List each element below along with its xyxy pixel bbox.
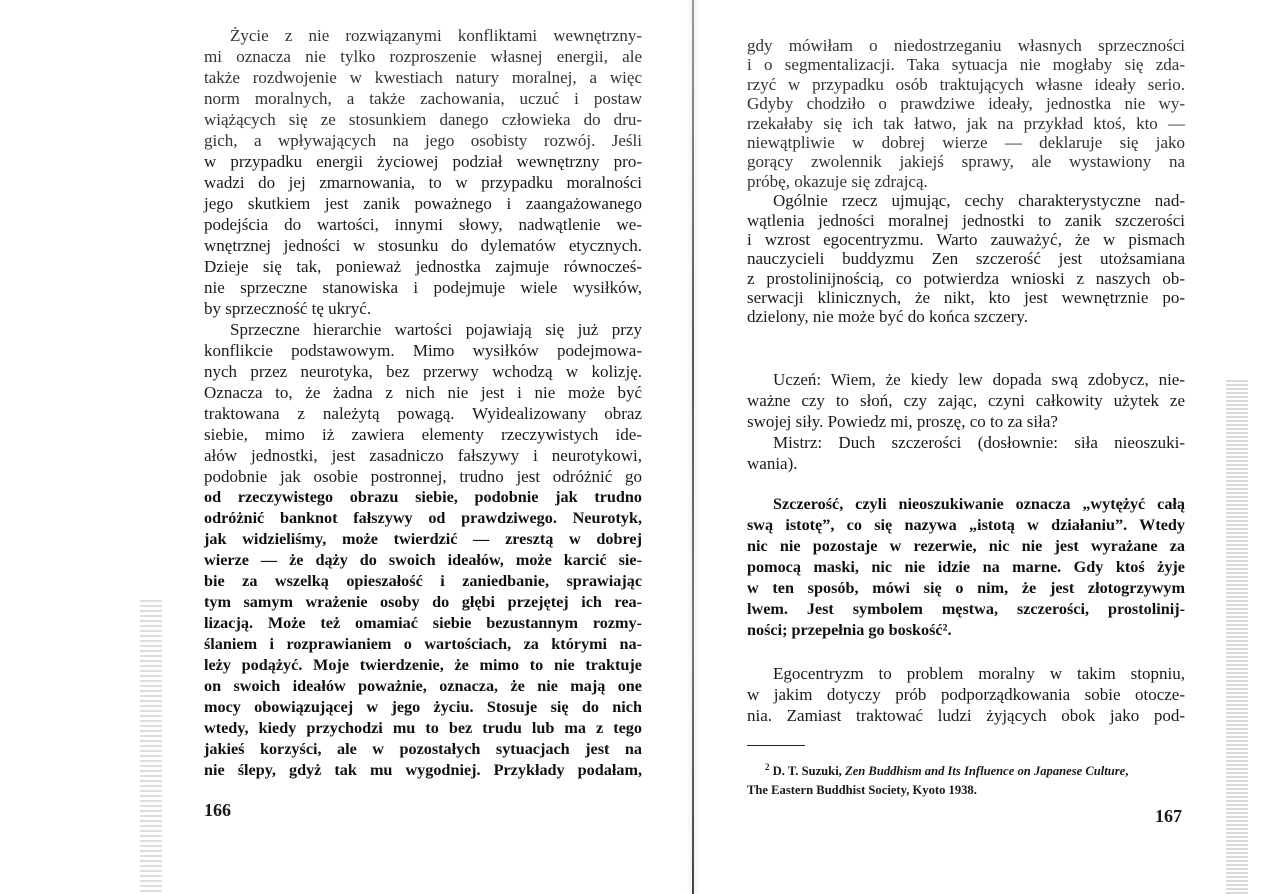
text-line: Uczeń: Wiem, że kiedy lew dopada swą zdobycz, nie-	[773, 370, 1185, 389]
text-line: gorący zwolennik jakiejś sprawy, ale wystawiony na	[747, 152, 1185, 172]
text-line: lizacją. Może też omamiać siebie bezustannym rozmy-	[204, 614, 642, 632]
footnote-marker: 2	[765, 762, 770, 772]
text-line: jego skutkiem jest zanik poważnego i zaangażowanego	[204, 194, 642, 213]
text-line: norm moralnych, a także zachowania, uczuć i postaw	[204, 89, 642, 108]
text-line: także rozdwojenie w kwestiach natury moralnej, a więc	[204, 68, 642, 87]
footnote-line-1	[747, 758, 1187, 781]
text-line: ślaniem i rozprawianiem o wartościach, za którymi na-	[204, 635, 642, 653]
text-line: leży podążyć. Moje twierdzenie, że mimo to nie traktuje	[204, 656, 642, 674]
footnote-comma: ,	[1125, 764, 1129, 779]
text-line: serwacji klinicznych, że nikt, kto jest wewnętrznie po-	[747, 288, 1185, 308]
text-line: Mistrz: Duch szczerości (dosłownie: siła nieoszuki-	[773, 433, 1185, 452]
text-line: niewątpliwie w dobrej wierze — deklaruje się jako	[747, 132, 1185, 152]
text-line: mocy obowiązującej w jego życiu. Stosuje się do nich	[204, 698, 642, 716]
right-page-dialogue	[747, 369, 1185, 474]
text-line: Dzieje się tak, ponieważ jednostka zajmuje równocześ-	[204, 257, 642, 276]
text-line: jak widzieliśmy, może twierdzić — zresztą w dobrej	[204, 530, 642, 548]
text-line: Sprzeczne hierarchie wartości pojawiają się już przy	[230, 320, 642, 339]
text-line: mi oznacza nie tylko rozproszenie własnej energii, ale	[204, 47, 642, 66]
text-line: nie ślepy, gdyż tak mu wygodniej. Przykłady podałam,	[204, 761, 642, 779]
text-line: pomocą maski, nic nie idzie na marne. Gdy ktoś żyje	[747, 558, 1185, 576]
right-page-paragraph-1	[747, 36, 1185, 327]
left-page-paragraph-1	[204, 25, 642, 319]
text-line: gich, a wpływających na jego osobisty rozwój. Jeśli	[204, 131, 642, 150]
text-line: rzyć w przypadku osób traktujących własne ideały serio.	[747, 74, 1185, 94]
text-line: i o segmentalizacji. Taka sytuacja nie mogłaby się zda-	[747, 55, 1185, 75]
text-line: traktowana z należytą powagą. Wyidealizowany obraz	[204, 404, 642, 423]
text-line: nych przez neurotyka, bez przerwy wchodzą w kolizję.	[204, 362, 642, 381]
text-line: wierze — że dąży do swoich ideałów, może karcić sie-	[204, 551, 642, 569]
text-line: konflikcie podstawowym. Mimo wysiłków podejmowa-	[204, 341, 642, 360]
text-line: Ogólnie rzecz ujmując, cechy charakterystyczne nad-	[773, 191, 1185, 211]
footnote-publisher: The Eastern Buddhist Society, Kyoto 1938.	[747, 783, 977, 798]
text-line: nia. Zamiast traktować ludzi żyjących obok jako pod-	[747, 706, 1185, 725]
text-line: tym samym wrażenie osoby do głębi przejętej ich rea-	[204, 593, 642, 611]
text-line: jakieś korzyści, ale w pozostałych sytuacjach jest na	[204, 740, 642, 758]
text-line: nie sprzeczne stanowiska i podejmuje wiele wysiłków,	[204, 278, 642, 297]
text-line: z prostolinijnością, co potwierdza wnioski z naszych ob-	[747, 268, 1185, 288]
text-line: w jakim dotyczy prób podporządkowania sobie otocze-	[747, 685, 1185, 704]
footnote-rule	[747, 745, 805, 746]
text-line: swojej siły. Powiedz mi, proszę, co to za siła?	[747, 412, 1058, 431]
right-page-paragraph-egocentrism	[747, 663, 1185, 726]
text-line: wtedy, kiedy przychodzi mu to bez trudu lub ma z tego	[204, 719, 642, 737]
text-line: ałów jednostki, jest zasadniczo fałszywy i neurotykowi,	[204, 446, 642, 465]
text-line: Życie z nie rozwiązanymi konfliktami wewnętrzny-	[230, 26, 642, 45]
text-line: wątlenia jedności moralnej jednostki to zanik szczerości	[747, 210, 1185, 230]
text-line: gdy mówiłam o niedostrzeganiu własnych sprzeczności	[747, 36, 1185, 55]
page-number-left: 166	[204, 800, 231, 820]
text-line: bie za wszelką opieszałość i zaniedbanie, sprawiając	[204, 572, 642, 590]
left-page-paragraph-2	[204, 319, 642, 781]
text-line: nauczycieli buddyzmu Zen szczerość jest utożsamiana	[747, 249, 1185, 269]
text-line: podobnie jak osobie postronnej, trudno jest odróżnić go	[204, 467, 642, 486]
page-edge-left	[140, 600, 162, 894]
text-line: rzekałaby się ich tak łatwo, jak na przykład ktoś, kto —	[747, 113, 1185, 133]
text-line: lwem. Jest symbolem męstwa, szczerości, prostolinij-	[747, 600, 1185, 618]
text-line: by sprzeczność tę ukryć.	[204, 299, 372, 318]
text-line: od rzeczywistego obrazu siebie, podobnie jak trudno	[204, 488, 642, 506]
text-line: siebie, mimo iż zawiera elementy rzeczywistych ide-	[204, 425, 642, 444]
text-line: w przypadku energii życiowej podział wewnętrzny pro-	[204, 152, 642, 171]
text-line: Egocentryzm to problem moralny w takim stopniu,	[773, 664, 1185, 683]
text-line: Gdyby chodziło o prawdziwe ideały, jednostka nie wy-	[747, 94, 1185, 114]
text-line: i wzrost egocentryzmu. Warto zauważyć, że w pismach	[747, 229, 1185, 249]
text-line: wiążących się ze stosunkiem danego człowieka do dru-	[204, 110, 642, 129]
text-line: nic nie pozostaje w rezerwie, nic nie jest wyrażane za	[747, 537, 1185, 555]
right-page-paragraph-sincerity	[747, 494, 1185, 641]
text-line: on swoich ideałów poważnie, oznacza, że nie mają one	[204, 677, 642, 695]
page-edge-right	[1226, 380, 1248, 894]
text-line: próbę, okazuje się zdrajcą.	[747, 171, 928, 191]
page-number-right: 167	[1155, 806, 1182, 826]
text-line: podejścia do wartości, innymi słowy, nadwątlenie we-	[204, 215, 642, 234]
book-gutter	[692, 0, 694, 894]
text-line: Szczerość, czyli nieoszukiwanie oznacza „wytężyć całą	[773, 495, 1185, 513]
text-line: wadzi do jej zmarnowania, to w przypadku moralności	[204, 173, 642, 192]
footnote	[747, 758, 1187, 800]
footnote-title: Zen Buddhism and Its Influence on Japanese Culture	[845, 764, 1126, 779]
footnote-author: D. T. Suzuki,	[772, 764, 842, 779]
text-line: w ten sposób, mówi się o nim, że jest złotogrzywym	[747, 579, 1185, 597]
text-line: dzielony, nie może być do końca szczery.	[747, 307, 1029, 327]
text-line: odróżnić banknot fałszywy od prawdziwego. Neurotyk,	[204, 509, 642, 527]
text-line: ności; przepełnia go boskość².	[747, 621, 952, 639]
text-line: swą istotę”, co się nazywa „istotą w działaniu”. Wtedy	[747, 516, 1185, 534]
text-line: Oznacza to, że żadna z nich nie jest i nie może być	[204, 383, 642, 402]
text-line: wania).	[747, 454, 798, 473]
text-line: wnętrznej jedności w stosunku do dylematów etycznych.	[204, 236, 642, 255]
text-line: ważne czy to słoń, czy zając, czyni całkowity użytek ze	[747, 391, 1185, 410]
